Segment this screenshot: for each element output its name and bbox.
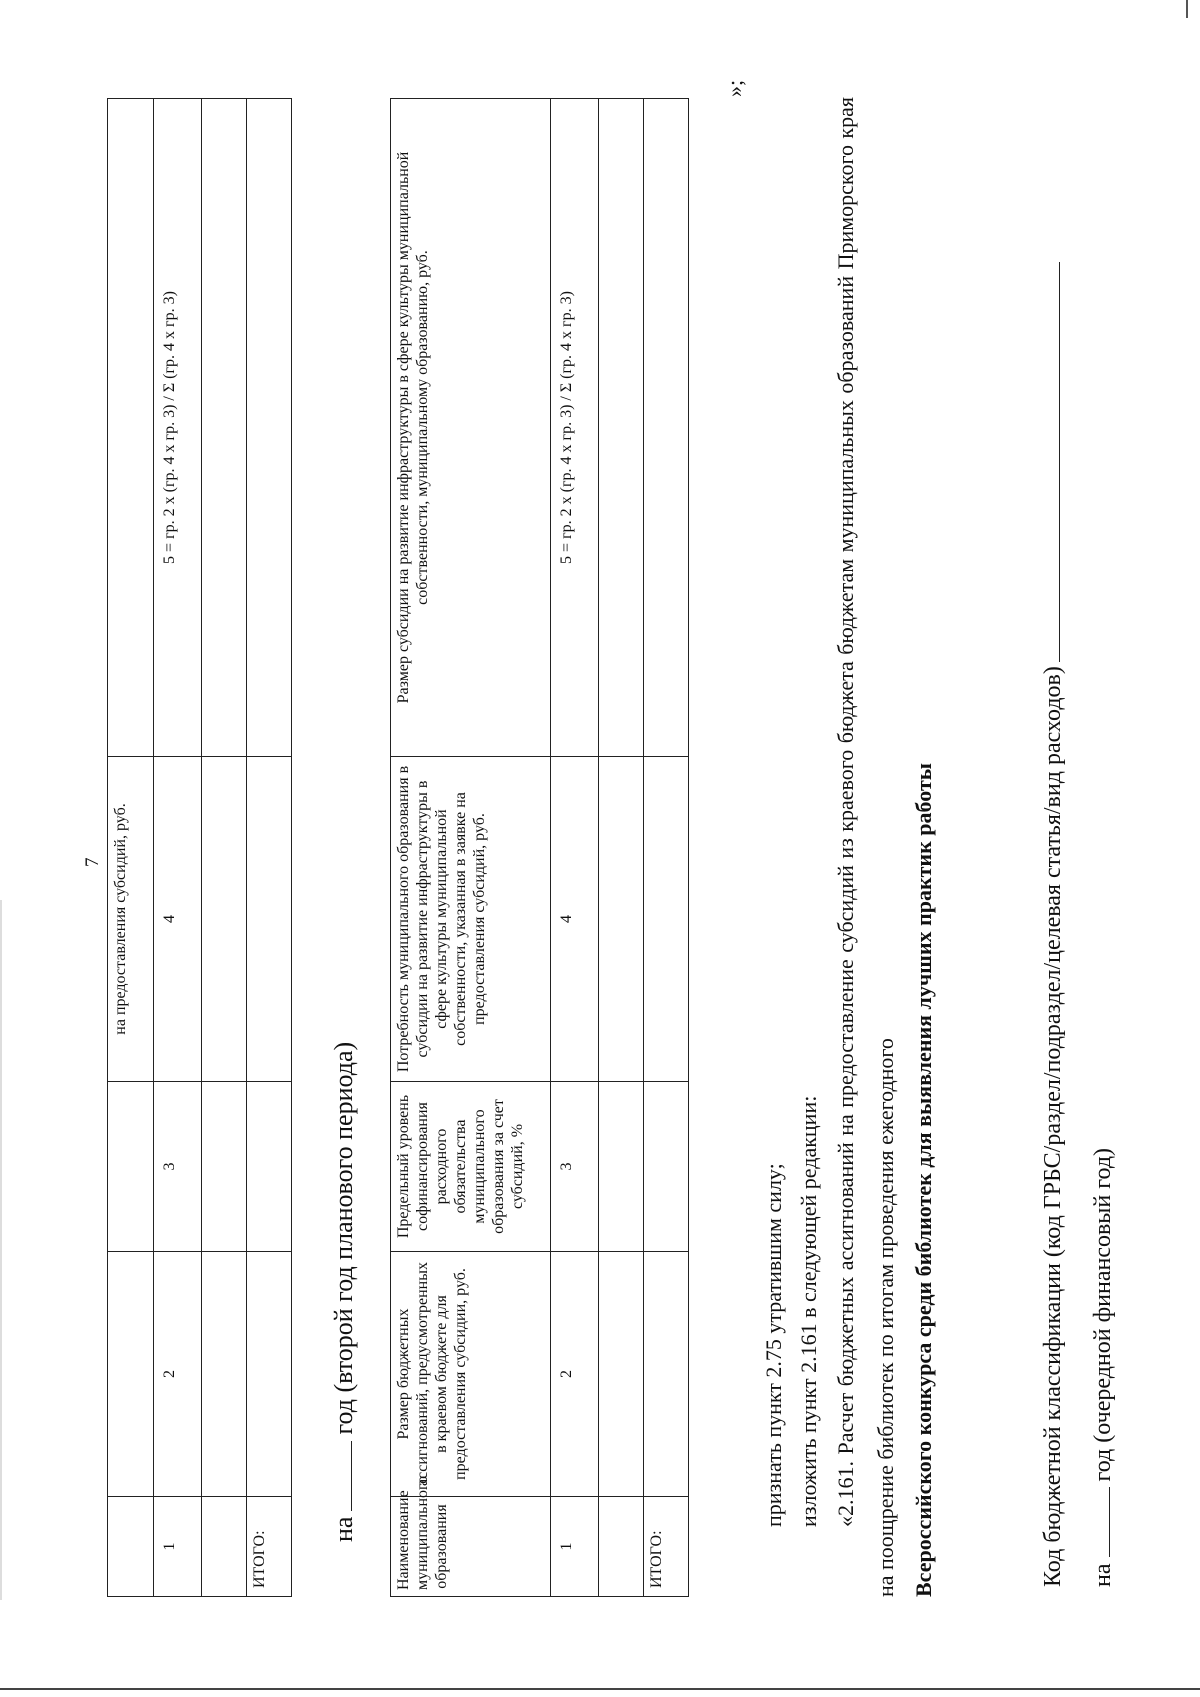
table-number-row	[551, 99, 599, 1597]
header-municipality: Наименование муниципального образования	[391, 1497, 551, 1597]
table-header-row	[391, 99, 551, 1597]
col-number-3: 3	[551, 1082, 599, 1252]
closing-quote-mark: »;	[722, 79, 747, 97]
col-number-4: 4	[551, 757, 599, 1082]
blank-year-line	[1109, 1488, 1110, 1558]
table-row	[202, 99, 247, 1597]
subsidy-table-continued	[107, 98, 292, 1597]
table-number-row	[154, 99, 202, 1597]
col-number-5: 5 = гр. 2 x (гр. 4 x гр. 3) / Σ (гр. 4 x гр. 3)	[154, 99, 202, 757]
blank-year-line	[351, 1441, 352, 1511]
paragraph-2-161-bold-line: Всероссийского конкурса среди библиотек для выявления лучших практик работы	[911, 763, 936, 1597]
subsidy-table-second-year	[390, 98, 689, 1597]
col-number-2: 2	[154, 1252, 202, 1497]
col-number-5: 5 = гр. 2 x (гр. 4 x гр. 3) / Σ (гр. 4 x гр. 3)	[551, 99, 599, 757]
col-number-1: 1	[551, 1497, 599, 1597]
next-year-heading: нагод (очередной финансовый год)	[1090, 1147, 1116, 1587]
col-number-3: 3	[154, 1082, 202, 1252]
table-total-row	[644, 99, 689, 1597]
table-row	[599, 99, 644, 1597]
blank-code-line	[1059, 262, 1060, 662]
table-header-row	[108, 99, 154, 1597]
paragraph-item-repeal: признать пункт 2.75 утратившим силу;	[761, 1163, 786, 1527]
header-subsidy-need: Потребность муниципального образования в субсидии на развитие инфраструктуры в сфере культуры муниципальной собственности, указанная в заявке на предоставления субсидий, руб.	[391, 757, 551, 1082]
second-year-heading: нагод (второй год планового периода)	[329, 1041, 358, 1542]
total-label: ИТОГО:	[247, 1497, 292, 1597]
col-number-2: 2	[551, 1252, 599, 1497]
budget-classification-code: Код бюджетной классификации (код ГРБС/раздел/подраздел/целевая статья/вид расходов)	[1040, 262, 1067, 1587]
col-number-4: 4	[154, 757, 202, 1082]
total-label: ИТОГО:	[644, 1497, 689, 1597]
header-budget-allocation: Размер бюджетных ассигнований, предусмотренных в краевом бюджете для предоставления субсидии, руб.	[391, 1252, 551, 1497]
paragraph-2-161: «2.161. Расчет бюджетных ассигнований на предоставление субсидий из краевого бюджета бюджетам муниципальных образований Приморского края на поощрение библиотек по итогам проведения ежегодного	[833, 97, 898, 1597]
table-total-row	[247, 99, 292, 1597]
header-fragment: на предоставления субсидий, руб.	[108, 757, 154, 1082]
paragraph-item-restate: изложить пункт 2.161 в следующей редакции:	[796, 1095, 821, 1527]
header-subsidy-amount: Размер субсидии на развитие инфраструктуры в сфере культуры муниципальной собственности, муниципальному образованию, руб.	[391, 99, 551, 757]
header-cofinancing-level: Предельный уровень софинансирования расходного обязательства муниципального образования за счет субсидий, %	[391, 1082, 551, 1252]
col-number-1: 1	[154, 1497, 202, 1597]
page-number: 7	[82, 857, 103, 867]
